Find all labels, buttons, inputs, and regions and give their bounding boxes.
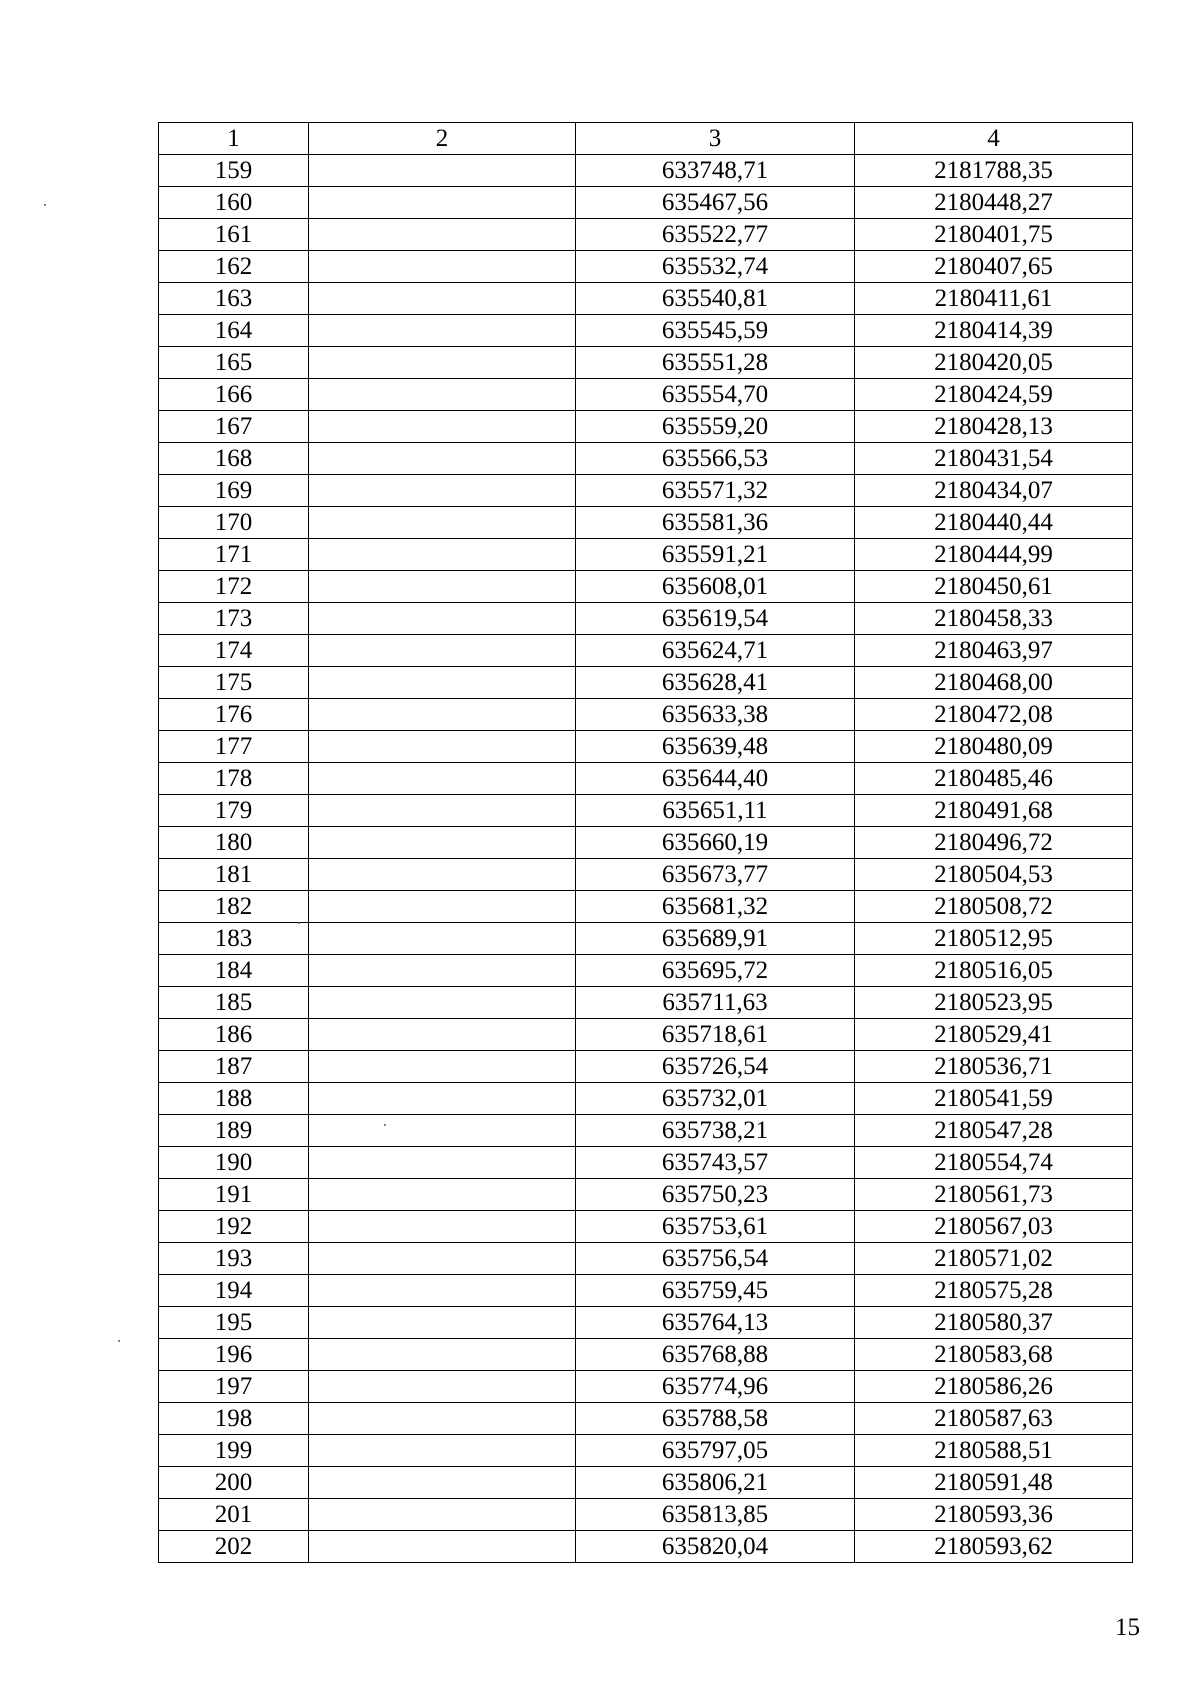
table-row [159,859,1133,891]
x-coordinate-cell: 635788,58 [576,1403,855,1435]
column-2-cell [309,411,576,443]
table-row [159,1435,1133,1467]
point-number-cell: 166 [159,379,309,411]
table-row [159,187,1133,219]
x-coordinate-cell: 635628,41 [576,667,855,699]
x-coordinate-cell: 635753,61 [576,1211,855,1243]
x-coordinate-cell: 635551,28 [576,347,855,379]
y-coordinate-cell: 2180401,75 [855,219,1133,251]
column-header-2: 2 [309,123,576,155]
column-2-cell [309,955,576,987]
column-2-cell [309,859,576,891]
y-coordinate-cell: 2180554,74 [855,1147,1133,1179]
column-2-cell [309,475,576,507]
y-coordinate-cell: 2180523,95 [855,987,1133,1019]
point-number-cell: 193 [159,1243,309,1275]
table-row [159,1211,1133,1243]
x-coordinate-cell: 633748,71 [576,155,855,187]
x-coordinate-cell: 635554,70 [576,379,855,411]
x-coordinate-cell: 635732,01 [576,1083,855,1115]
point-number-cell: 186 [159,1019,309,1051]
x-coordinate-cell: 635797,05 [576,1435,855,1467]
y-coordinate-cell: 2180547,28 [855,1115,1133,1147]
y-coordinate-cell: 2180586,26 [855,1371,1133,1403]
y-coordinate-cell: 2180561,73 [855,1179,1133,1211]
x-coordinate-cell: 635738,21 [576,1115,855,1147]
column-2-cell [309,1307,576,1339]
point-number-cell: 189 [159,1115,309,1147]
point-number-cell: 183 [159,923,309,955]
column-2-cell [309,347,576,379]
column-2-cell [309,667,576,699]
point-number-cell: 159 [159,155,309,187]
point-number-cell: 162 [159,251,309,283]
point-number-cell: 185 [159,987,309,1019]
point-number-cell: 174 [159,635,309,667]
table-body [159,155,1133,1563]
y-coordinate-cell: 2180444,99 [855,539,1133,571]
y-coordinate-cell: 2180472,08 [855,699,1133,731]
y-coordinate-cell: 2180580,37 [855,1307,1133,1339]
y-coordinate-cell: 2180567,03 [855,1211,1133,1243]
column-2-cell [309,763,576,795]
point-number-cell: 198 [159,1403,309,1435]
x-coordinate-cell: 635559,20 [576,411,855,443]
table-row [159,443,1133,475]
table-row [159,1051,1133,1083]
table-row [159,1499,1133,1531]
column-2-cell [309,1147,576,1179]
column-2-cell [309,635,576,667]
table-row [159,1371,1133,1403]
x-coordinate-cell: 635633,38 [576,699,855,731]
point-number-cell: 195 [159,1307,309,1339]
table-row [159,731,1133,763]
table-row [159,251,1133,283]
point-number-cell: 201 [159,1499,309,1531]
point-number-cell: 184 [159,955,309,987]
y-coordinate-cell: 2180591,48 [855,1467,1133,1499]
column-2-cell [309,699,576,731]
y-coordinate-cell: 2180587,63 [855,1403,1133,1435]
table-row [159,155,1133,187]
table-row [159,571,1133,603]
table-row [159,955,1133,987]
column-2-cell [309,731,576,763]
y-coordinate-cell: 2180448,27 [855,187,1133,219]
x-coordinate-cell: 635759,45 [576,1275,855,1307]
x-coordinate-cell: 635522,77 [576,219,855,251]
y-coordinate-cell: 2181788,35 [855,155,1133,187]
scan-speck [118,1340,120,1342]
point-number-cell: 170 [159,507,309,539]
point-number-cell: 194 [159,1275,309,1307]
x-coordinate-cell: 635532,74 [576,251,855,283]
x-coordinate-cell: 635711,63 [576,987,855,1019]
y-coordinate-cell: 2180588,51 [855,1435,1133,1467]
column-header-4: 4 [855,123,1133,155]
column-2-cell [309,795,576,827]
table-row [159,315,1133,347]
table-row [159,1531,1133,1563]
x-coordinate-cell: 635820,04 [576,1531,855,1563]
y-coordinate-cell: 2180420,05 [855,347,1133,379]
x-coordinate-cell: 635750,23 [576,1179,855,1211]
y-coordinate-cell: 2180593,36 [855,1499,1133,1531]
y-coordinate-cell: 2180424,59 [855,379,1133,411]
point-number-cell: 172 [159,571,309,603]
y-coordinate-cell: 2180468,00 [855,667,1133,699]
column-2-cell [309,1083,576,1115]
point-number-cell: 199 [159,1435,309,1467]
table-row [159,603,1133,635]
y-coordinate-cell: 2180508,72 [855,891,1133,923]
x-coordinate-cell: 635743,57 [576,1147,855,1179]
column-2-cell [309,155,576,187]
column-2-cell [309,539,576,571]
table-row [159,347,1133,379]
point-number-cell: 191 [159,1179,309,1211]
y-coordinate-cell: 2180480,09 [855,731,1133,763]
point-number-cell: 190 [159,1147,309,1179]
page-number: 15 [1115,1614,1140,1641]
column-2-cell [309,987,576,1019]
table-row [159,411,1133,443]
point-number-cell: 179 [159,795,309,827]
point-number-cell: 196 [159,1339,309,1371]
point-number-cell: 168 [159,443,309,475]
point-number-cell: 175 [159,667,309,699]
point-number-cell: 160 [159,187,309,219]
x-coordinate-cell: 635591,21 [576,539,855,571]
table-row [159,1275,1133,1307]
y-coordinate-cell: 2180411,61 [855,283,1133,315]
x-coordinate-cell: 635566,53 [576,443,855,475]
scan-speck [44,204,46,206]
column-2-cell [309,1339,576,1371]
table-row [159,1179,1133,1211]
y-coordinate-cell: 2180536,71 [855,1051,1133,1083]
column-2-cell [309,1499,576,1531]
x-coordinate-cell: 635813,85 [576,1499,855,1531]
y-coordinate-cell: 2180516,05 [855,955,1133,987]
y-coordinate-cell: 2180512,95 [855,923,1133,955]
point-number-cell: 164 [159,315,309,347]
column-2-cell [309,1275,576,1307]
column-2-cell [309,1211,576,1243]
point-number-cell: 163 [159,283,309,315]
x-coordinate-cell: 635644,40 [576,763,855,795]
column-2-cell [309,1179,576,1211]
coordinates-table [158,122,1133,1563]
x-coordinate-cell: 635624,71 [576,635,855,667]
column-2-cell [309,1403,576,1435]
point-number-cell: 192 [159,1211,309,1243]
column-2-cell [309,507,576,539]
x-coordinate-cell: 635639,48 [576,731,855,763]
scan-speck [298,922,300,924]
table-row [159,635,1133,667]
point-number-cell: 169 [159,475,309,507]
column-header-1: 1 [159,123,309,155]
x-coordinate-cell: 635768,88 [576,1339,855,1371]
point-number-cell: 200 [159,1467,309,1499]
column-2-cell [309,251,576,283]
point-number-cell: 180 [159,827,309,859]
table-row [159,923,1133,955]
point-number-cell: 177 [159,731,309,763]
column-2-cell [309,379,576,411]
y-coordinate-cell: 2180434,07 [855,475,1133,507]
table-row [159,795,1133,827]
point-number-cell: 167 [159,411,309,443]
column-2-cell [309,219,576,251]
y-coordinate-cell: 2180463,97 [855,635,1133,667]
point-number-cell: 165 [159,347,309,379]
table-row [159,667,1133,699]
column-2-cell [309,283,576,315]
x-coordinate-cell: 635581,36 [576,507,855,539]
point-number-cell: 178 [159,763,309,795]
point-number-cell: 181 [159,859,309,891]
table-row [159,379,1133,411]
table-row [159,1083,1133,1115]
column-2-cell [309,891,576,923]
x-coordinate-cell: 635608,01 [576,571,855,603]
table-row [159,1339,1133,1371]
x-coordinate-cell: 635806,21 [576,1467,855,1499]
y-coordinate-cell: 2180541,59 [855,1083,1133,1115]
point-number-cell: 161 [159,219,309,251]
column-header-3: 3 [576,123,855,155]
column-2-cell [309,603,576,635]
table-row [159,1307,1133,1339]
y-coordinate-cell: 2180575,28 [855,1275,1133,1307]
column-2-cell [309,1371,576,1403]
x-coordinate-cell: 635695,72 [576,955,855,987]
x-coordinate-cell: 635681,32 [576,891,855,923]
column-2-cell [309,571,576,603]
point-number-cell: 176 [159,699,309,731]
table-row [159,987,1133,1019]
x-coordinate-cell: 635651,11 [576,795,855,827]
x-coordinate-cell: 635545,59 [576,315,855,347]
point-number-cell: 202 [159,1531,309,1563]
x-coordinate-cell: 635467,56 [576,187,855,219]
x-coordinate-cell: 635756,54 [576,1243,855,1275]
y-coordinate-cell: 2180571,02 [855,1243,1133,1275]
table-row [159,1243,1133,1275]
column-2-cell [309,443,576,475]
column-2-cell [309,1531,576,1563]
table-row [159,1467,1133,1499]
column-2-cell [309,1115,576,1147]
point-number-cell: 187 [159,1051,309,1083]
x-coordinate-cell: 635764,13 [576,1307,855,1339]
column-2-cell [309,1435,576,1467]
x-coordinate-cell: 635540,81 [576,283,855,315]
y-coordinate-cell: 2180583,68 [855,1339,1133,1371]
column-2-cell [309,187,576,219]
point-number-cell: 188 [159,1083,309,1115]
column-2-cell [309,1019,576,1051]
y-coordinate-cell: 2180504,53 [855,859,1133,891]
y-coordinate-cell: 2180407,65 [855,251,1133,283]
x-coordinate-cell: 635571,32 [576,475,855,507]
column-2-cell [309,923,576,955]
column-2-cell [309,827,576,859]
point-number-cell: 171 [159,539,309,571]
point-number-cell: 182 [159,891,309,923]
table-row [159,827,1133,859]
table-row [159,763,1133,795]
x-coordinate-cell: 635660,19 [576,827,855,859]
x-coordinate-cell: 635774,96 [576,1371,855,1403]
table-row [159,1115,1133,1147]
column-2-cell [309,315,576,347]
table-row [159,891,1133,923]
x-coordinate-cell: 635619,54 [576,603,855,635]
x-coordinate-cell: 635726,54 [576,1051,855,1083]
y-coordinate-cell: 2180496,72 [855,827,1133,859]
y-coordinate-cell: 2180450,61 [855,571,1133,603]
y-coordinate-cell: 2180491,68 [855,795,1133,827]
table-row [159,475,1133,507]
x-coordinate-cell: 635673,77 [576,859,855,891]
y-coordinate-cell: 2180529,41 [855,1019,1133,1051]
y-coordinate-cell: 2180485,46 [855,763,1133,795]
column-2-cell [309,1467,576,1499]
column-2-cell [309,1243,576,1275]
table-row [159,283,1133,315]
table-row [159,699,1133,731]
point-number-cell: 173 [159,603,309,635]
column-2-cell [309,1051,576,1083]
table-row [159,507,1133,539]
y-coordinate-cell: 2180431,54 [855,443,1133,475]
table-row [159,539,1133,571]
y-coordinate-cell: 2180440,44 [855,507,1133,539]
table-row [159,1019,1133,1051]
x-coordinate-cell: 635689,91 [576,923,855,955]
y-coordinate-cell: 2180593,62 [855,1531,1133,1563]
table-row [159,219,1133,251]
y-coordinate-cell: 2180414,39 [855,315,1133,347]
x-coordinate-cell: 635718,61 [576,1019,855,1051]
point-number-cell: 197 [159,1371,309,1403]
scan-speck [384,1124,386,1126]
table-row [159,1147,1133,1179]
y-coordinate-cell: 2180458,33 [855,603,1133,635]
table-row [159,1403,1133,1435]
y-coordinate-cell: 2180428,13 [855,411,1133,443]
table-header-row [159,123,1133,155]
